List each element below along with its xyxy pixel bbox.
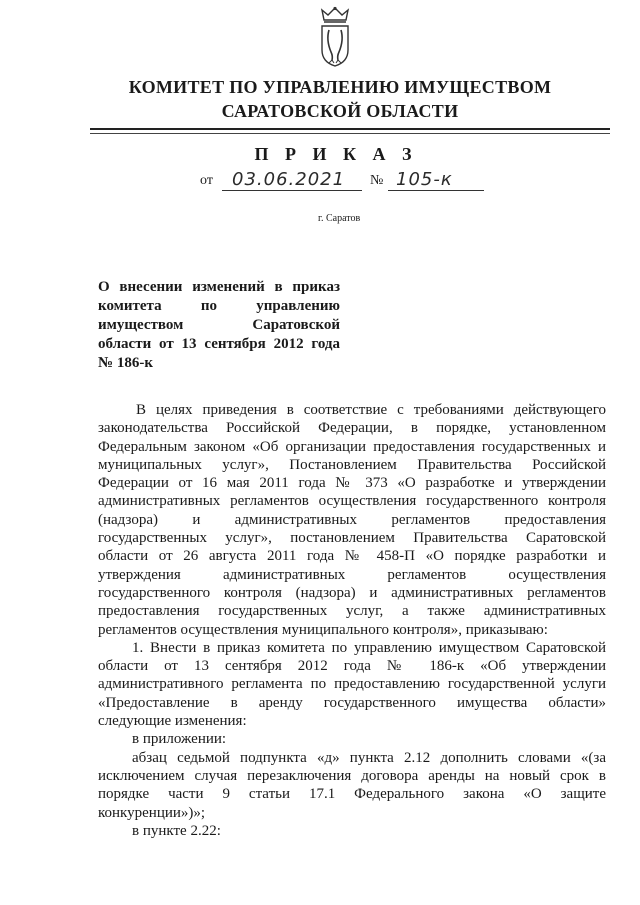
- body-line: государственного контроля (надзора) и административных регламентов: [98, 584, 606, 601]
- body-line: Федеральным законом «Об организации предоставления государственных и: [98, 438, 606, 455]
- body-line: «Предоставление в аренду государственного имущества области»: [98, 694, 606, 711]
- subject-line: О внесении изменений в приказ: [98, 279, 340, 295]
- body-line: административного регламента по предоставлению государственной услуги: [98, 676, 606, 693]
- body-line: области от 26 августа 2011 года № 458-П «О порядке разработки и: [98, 548, 606, 565]
- subject-line: № 186-к: [98, 355, 153, 371]
- subject-line: имуществом Саратовской: [98, 317, 340, 333]
- body-line: исключением случая перезаключения договора аренды на новый срок в: [98, 767, 606, 784]
- order-date-handwritten: 03.06.2021: [232, 169, 346, 190]
- document-body: [98, 401, 606, 840]
- city-label: г. Саратов: [318, 213, 361, 224]
- subject-line: области от 13 сентября 2012 года: [98, 336, 340, 352]
- body-line: в пункте 2.22:: [132, 822, 221, 839]
- body-line: В целях приведения в соответствие с требованиями действующего: [136, 402, 606, 418]
- body-line: абзац седьмой подпункта «д» пункта 2.12 дополнить словами «(за: [132, 749, 606, 766]
- body-line: предоставления государственных услуг, а также административных: [98, 603, 606, 620]
- document-title: П Р И К А З: [254, 144, 418, 164]
- body-line: порядке части 9 статьи 17.1 Федерального закона «О защите: [98, 786, 606, 803]
- body-line: регламентов осуществления муниципального контроля», приказываю:: [98, 621, 548, 638]
- body-line: законодательства Российской Федерации, в порядке, установленном: [98, 420, 606, 437]
- header-rule-thick: [90, 128, 610, 130]
- body-line: административных регламентов осуществления государственного контроля: [98, 493, 606, 510]
- number-field-line: [388, 190, 484, 191]
- subject-line: комитета по управлению: [98, 298, 340, 314]
- organization-name-line2: САРАТОВСКОЙ ОБЛАСТИ: [221, 101, 459, 121]
- body-line: 1. Внести в приказ комитета по управлению имуществом Саратовской: [132, 639, 606, 656]
- number-label: №: [370, 173, 384, 188]
- body-line: в приложении:: [132, 731, 227, 748]
- organization-name-line1: КОМИТЕТ ПО УПРАВЛЕНИЮ ИМУЩЕСТВОМ: [128, 77, 552, 97]
- body-line: государственных услуг», постановлением Правительства Саратовской: [98, 530, 606, 547]
- body-line: муниципальных услуг», Постановлением Правительства Российской: [98, 456, 606, 473]
- date-label: от: [200, 173, 213, 188]
- body-line: утверждения административных регламентов осуществления: [98, 566, 606, 583]
- subject-block: [98, 278, 340, 373]
- body-line: конкуренции»)»;: [98, 804, 206, 821]
- date-field-line: [222, 190, 362, 191]
- body-line: области от 13 сентября 2012 года № 186-к «Об утверждении: [98, 658, 606, 675]
- order-number-handwritten: 105-к: [396, 169, 453, 190]
- body-line: следующие изменения:: [98, 713, 247, 730]
- body-line: (надзора) и административных регламентов предоставления: [98, 511, 606, 528]
- header-rule-thin: [90, 133, 610, 134]
- saratov-coat-of-arms-icon: [316, 6, 354, 68]
- body-line: Федерации от 16 мая 2011 года № 373 «О разработке и утверждении: [98, 475, 606, 492]
